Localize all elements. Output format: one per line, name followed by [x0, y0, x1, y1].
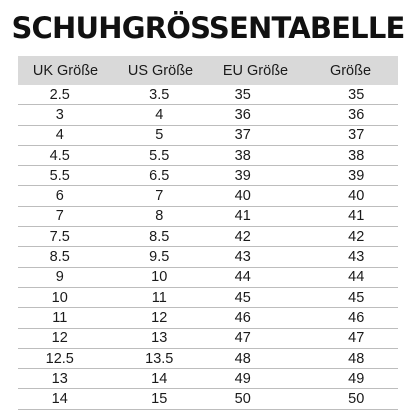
size-cell: 47	[348, 330, 365, 347]
eu-size-cell: 47	[234, 330, 251, 347]
size-cell: 46	[348, 309, 365, 326]
eu-size-cell: 50	[234, 391, 251, 408]
uk-size-cell: 11	[52, 309, 68, 326]
us-size-cell: 13	[151, 330, 168, 347]
eu-size-cell: 45	[234, 289, 251, 306]
us-size-cell: 6.5	[149, 167, 170, 184]
eu-size-cell: 43	[234, 249, 251, 266]
uk-size-cell: 3	[55, 106, 64, 123]
eu-size-cell: 40	[234, 188, 251, 205]
eu-size-cell: 44	[234, 269, 251, 286]
header-eu-size: EU Größe	[222, 62, 289, 79]
table-row	[18, 227, 398, 247]
us-size-cell: 11	[151, 289, 167, 306]
us-size-cell: 12	[151, 309, 168, 326]
table-row	[18, 186, 398, 206]
uk-size-cell: 10	[51, 289, 68, 306]
uk-size-cell: 12.5	[45, 350, 74, 367]
eu-size-cell: 35	[234, 86, 251, 103]
table-row	[18, 105, 398, 125]
table-header-row	[18, 56, 398, 85]
table-row	[18, 389, 398, 409]
size-cell: 41	[348, 208, 365, 225]
size-cell: 44	[348, 269, 365, 286]
uk-size-cell: 5.5	[49, 167, 70, 184]
size-cell: 39	[348, 167, 365, 184]
uk-size-cell: 13	[51, 370, 68, 387]
table-body	[18, 85, 398, 410]
table-row	[18, 308, 398, 328]
table-row	[18, 207, 398, 227]
us-size-cell: 9.5	[149, 249, 170, 266]
uk-size-cell: 14	[51, 391, 68, 408]
eu-size-cell: 42	[234, 228, 251, 245]
table-row	[18, 247, 398, 267]
uk-size-cell: 6	[55, 188, 64, 205]
size-cell: 42	[348, 228, 365, 245]
table-row	[18, 85, 398, 105]
header-size: Größe	[329, 62, 372, 79]
us-size-cell: 14	[151, 370, 168, 387]
size-cell: 37	[348, 127, 365, 144]
uk-size-cell: 12	[51, 330, 68, 347]
header-us-size: US Größe	[127, 62, 194, 79]
eu-size-cell: 48	[234, 350, 251, 367]
eu-size-cell: 38	[234, 147, 251, 164]
table-row	[18, 349, 398, 369]
us-size-cell: 7	[155, 188, 164, 205]
size-cell: 50	[348, 391, 365, 408]
eu-size-cell: 41	[234, 208, 251, 225]
us-size-cell: 8	[155, 208, 164, 225]
eu-size-cell: 49	[234, 370, 251, 387]
table-row	[18, 329, 398, 349]
size-cell: 35	[348, 86, 365, 103]
size-cell: 36	[348, 106, 365, 123]
uk-size-cell: 9	[55, 269, 64, 286]
eu-size-cell: 39	[234, 167, 251, 184]
table-row	[18, 166, 398, 186]
us-size-cell: 3.5	[149, 86, 170, 103]
page-title: SCHUHGRÖSSENTABELLE	[11, 11, 405, 45]
table-row	[18, 146, 398, 166]
us-size-cell: 4	[155, 106, 164, 123]
table-row	[18, 126, 398, 146]
table-row	[18, 288, 398, 308]
us-size-cell: 5.5	[149, 147, 170, 164]
eu-size-cell: 46	[234, 309, 251, 326]
size-cell: 43	[348, 249, 365, 266]
size-cell: 49	[348, 370, 365, 387]
size-cell: 48	[348, 350, 365, 367]
us-size-cell: 15	[151, 391, 168, 408]
us-size-cell: 5	[155, 127, 164, 144]
table-row	[18, 369, 398, 389]
size-cell: 38	[348, 147, 365, 164]
size-cell: 40	[348, 188, 365, 205]
uk-size-cell: 4	[55, 127, 64, 144]
size-cell: 45	[348, 289, 365, 306]
header-uk-size: UK Größe	[32, 62, 99, 79]
uk-size-cell: 8.5	[49, 249, 70, 266]
size-chart-table	[18, 56, 398, 410]
uk-size-cell: 7	[55, 208, 64, 225]
us-size-cell: 10	[151, 269, 168, 286]
us-size-cell: 13.5	[145, 350, 174, 367]
eu-size-cell: 36	[234, 106, 251, 123]
eu-size-cell: 37	[234, 127, 251, 144]
us-size-cell: 8.5	[149, 228, 170, 245]
uk-size-cell: 2.5	[49, 86, 70, 103]
uk-size-cell: 7.5	[49, 228, 70, 245]
uk-size-cell: 4.5	[49, 147, 70, 164]
table-row	[18, 268, 398, 288]
